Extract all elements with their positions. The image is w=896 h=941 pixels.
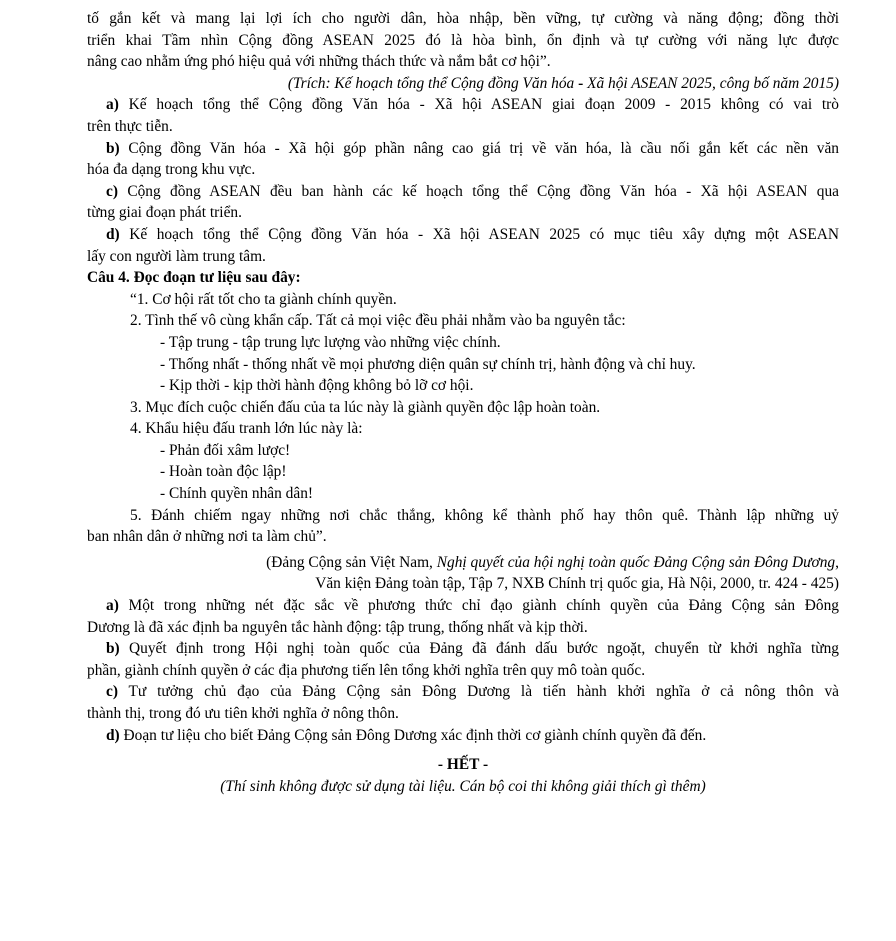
answer-text: Một trong những nét đặc sắc về phương thức chỉ đạo giành chính quyền của Đảng Cộng sản Đông xyxy=(118,597,839,615)
answer-c-line xyxy=(87,181,839,203)
answer-d-line xyxy=(87,224,839,246)
answer-text: Tư tưởng chủ đạo của Đảng Cộng sản Đông Dương là tiến hành khởi nghĩa ở cả nông thôn và xyxy=(117,683,839,701)
answer-a-line xyxy=(87,595,839,617)
source-line: 3. Mục đích cuộc chiến đấu của ta lúc này là giành quyền độc lập hoàn toàn. xyxy=(130,398,601,416)
answer-label-c: c) xyxy=(106,683,118,701)
source-line: 5. Đánh chiếm ngay những nơi chắc thắng, không kể thành phố hay thôn quê. Thành lập những uỷ xyxy=(130,506,839,524)
reference-title: Nghị quyết của hội nghị toàn quốc Đảng Cộng sản Đông Dương xyxy=(436,553,836,571)
citation-part: (Trích: Kế hoạch tổng thể Cộng đồng Văn hóa xyxy=(287,74,579,92)
answer-label-a: a) xyxy=(106,96,119,114)
answer-label-b: b) xyxy=(106,640,120,658)
reference-part: (Đảng Cộng sản Việt Nam, xyxy=(266,553,437,571)
exam-note: (Thí sinh không được sử dụng tài liệu. Cán bộ coi thi không giải thích gì thêm) xyxy=(220,777,706,795)
reference-line xyxy=(87,552,839,574)
source-line: 4. Khẩu hiệu đấu tranh lớn lúc này là: xyxy=(130,420,363,438)
citation-dash: - xyxy=(578,74,584,92)
answer-text: Đoạn tư liệu cho biết Đảng Cộng sản Đông Dương xác định thời cơ giành chính quyền đã đến. xyxy=(119,726,707,744)
answer-d-line xyxy=(87,725,839,747)
answer-c-line xyxy=(87,681,839,703)
source-bullet: - Tập trung - tập trung lực lượng vào những việc chính. xyxy=(160,333,501,351)
source-bullet: - Phản đối xâm lược! xyxy=(160,441,291,459)
end-marker: - HẾT - xyxy=(437,756,489,774)
answer-text: Kế hoạch tổng thể Cộng đồng Văn hóa - Xã hội ASEAN 2025 có mục tiêu xây dựng một ASEAN xyxy=(119,225,839,243)
citation-line xyxy=(87,73,839,95)
text-line: từng giai đoạn phát triển. xyxy=(87,204,242,222)
answer-label-b: b) xyxy=(106,139,120,157)
answer-a-line xyxy=(87,94,839,116)
answer-text: Kế hoạch tổng thể Cộng đồng Văn hóa - Xã hội ASEAN giai đoạn 2009 - 2015 không có vai trò xyxy=(118,96,839,114)
citation-part: Xã hội ASEAN 2025, công bố năm 2015) xyxy=(583,74,839,92)
text-line: tố gắn kết và mang lại lợi ích cho người dân, hòa nhập, bền vững, tự cường và năng động; đồng thời xyxy=(87,10,839,27)
text-line: hóa đa dạng trong khu vực. xyxy=(87,161,256,179)
answer-text: Cộng đồng Văn hóa - Xã hội góp phần nâng cao giá trị về văn hóa, là cầu nối gắn kết các nền văn xyxy=(119,139,839,157)
text-line: lấy con người làm trung tâm. xyxy=(87,247,266,265)
question-heading: Câu 4. Đọc đoạn tư liệu sau đây: xyxy=(87,269,301,287)
answer-label-a: a) xyxy=(106,597,119,615)
text-line: nâng cao nhằm ứng phó hiệu quả với những thách thức và nắm bắt cơ hội”. xyxy=(87,53,551,71)
reference-line: Văn kiện Đảng toàn tập, Tập 7, NXB Chính trị quốc gia, Hà Nội, 2000, tr. 424 - 425) xyxy=(315,575,839,593)
text-line: thành thị, trong đó ưu tiên khởi nghĩa ở nông thôn. xyxy=(87,705,399,722)
document-body xyxy=(87,8,839,797)
text-line: Dương là đã xác định ba nguyên tắc hành động: tập trung, thống nhất và kịp thời. xyxy=(87,618,588,636)
source-line: ban nhân dân ở những nơi ta làm chủ”. xyxy=(87,528,327,546)
answer-text: Cộng đồng ASEAN đều ban hành các kế hoạch tổng thể Cộng đồng Văn hóa - Xã hội ASEAN qua xyxy=(117,182,839,200)
answer-b-line xyxy=(87,138,839,160)
answer-label-d: d) xyxy=(106,726,120,744)
source-bullet: - Kịp thời - kịp thời hành động không bỏ lỡ cơ hội. xyxy=(160,377,474,395)
source-line: “1. Cơ hội rất tốt cho ta giành chính quyền. xyxy=(130,290,397,308)
reference-part: , xyxy=(835,553,839,571)
text-line: phần, giành chính quyền ở các địa phương tiến lên tổng khởi nghĩa trên quy mô toàn quốc. xyxy=(87,661,646,679)
answer-b-line xyxy=(87,638,839,660)
text-line: triển khai Tầm nhìn Cộng đồng ASEAN 2025 đó là hòa bình, ổn định và tự cường với năng lực được xyxy=(87,31,839,49)
answer-text: Quyết định trong Hội nghị toàn quốc của Đảng đã đánh dấu bước ngoặt, chuyển từ khởi nghĩa từng xyxy=(119,640,839,658)
source-bullet: - Chính quyền nhân dân! xyxy=(160,485,314,503)
text-line: trên thực tiễn. xyxy=(87,117,173,135)
source-line: 2. Tình thế vô cùng khẩn cấp. Tất cả mọi việc đều phải nhằm vào ba nguyên tắc: xyxy=(130,312,626,330)
source-bullet: - Hoàn toàn độc lập! xyxy=(160,463,287,481)
answer-label-c: c) xyxy=(106,182,118,200)
source-bullet: - Thống nhất - thống nhất về mọi phương diện quân sự chính trị, hành động và chỉ huy. xyxy=(160,355,696,373)
answer-label-d: d) xyxy=(106,225,120,243)
